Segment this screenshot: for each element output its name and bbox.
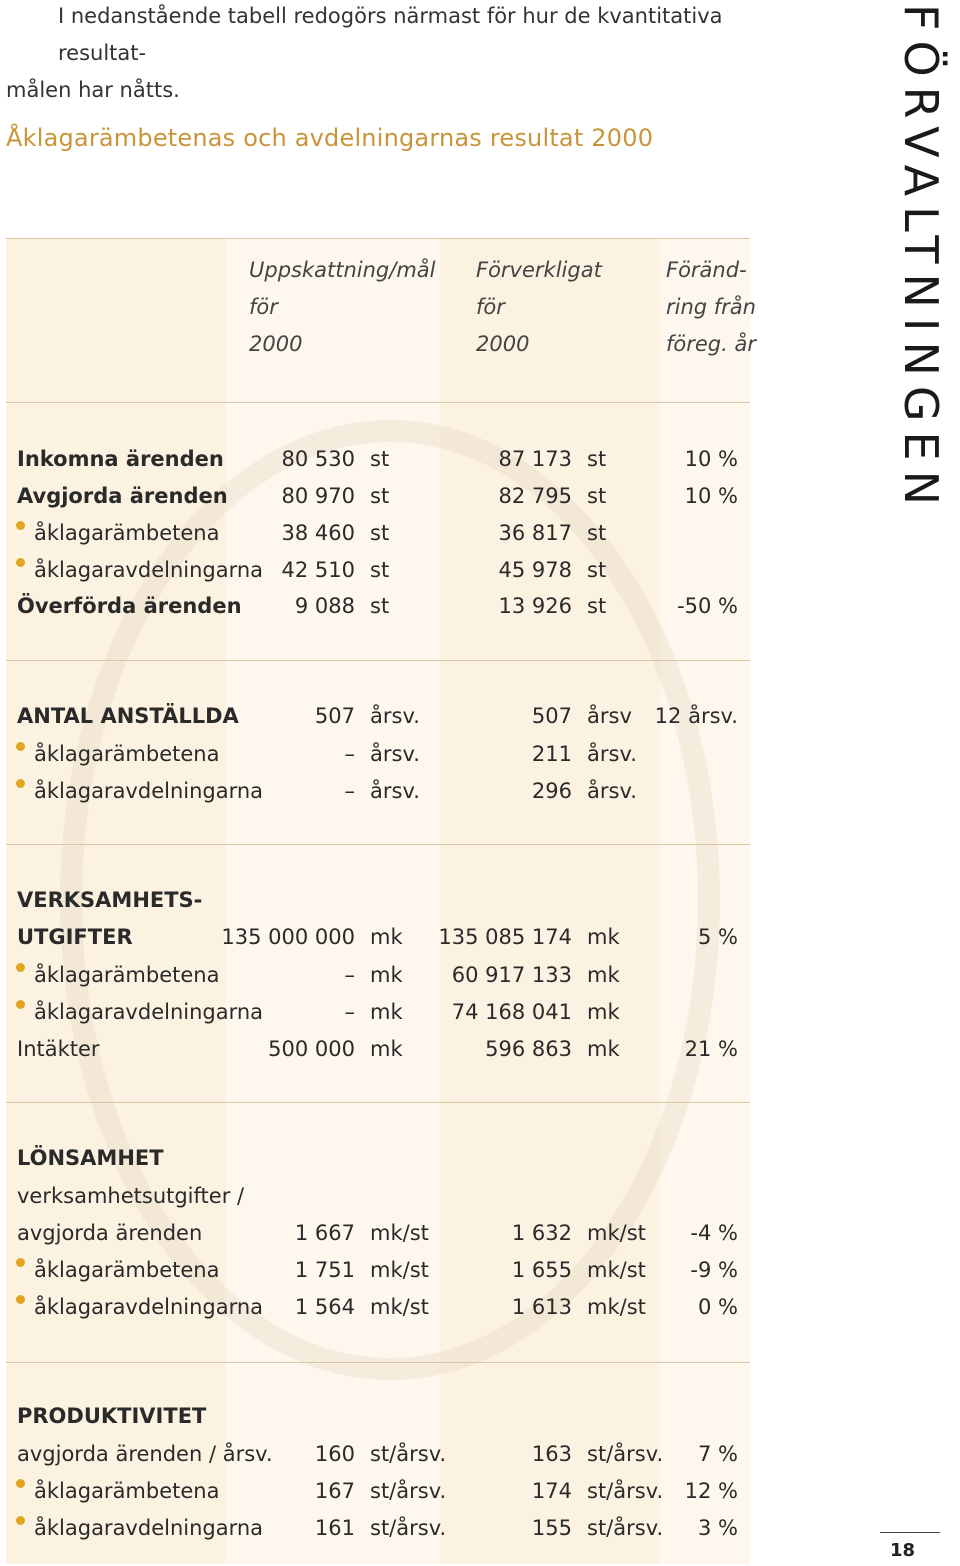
target-unit: mk [370,1000,403,1024]
bullet-icon [16,1258,25,1267]
row-label: åklagaravdelningarna [34,558,264,582]
row-label: åklagaravdelningarna [34,1295,264,1319]
change-value: -9 % [690,1258,738,1282]
bullet-icon [16,521,25,530]
actual-value: 45 978 [498,558,572,582]
actual-value: 1 632 [511,1221,572,1245]
change-value: 21 % [684,1037,738,1061]
actual-value: 163 [531,1442,572,1466]
actual-value: 13 926 [498,594,572,618]
table-row [0,919,760,956]
bullet-icon [16,963,25,972]
target-value: 1 751 [294,1258,355,1282]
row-label: avgjorda ärenden / årsv. [17,1442,273,1466]
table-row [0,994,760,1031]
change-value: 0 % [698,1295,738,1319]
row-label: verksamhetsutgifter / [17,1184,245,1208]
target-value: – [344,779,355,803]
table-row [0,1031,760,1068]
divider [6,844,750,845]
target-value: 1 667 [294,1221,355,1245]
row-label: VERKSAMHETS- [17,888,203,912]
target-value: 9 088 [294,594,355,618]
divider [6,1362,750,1363]
row-label: LÖNSAMHET [17,1146,164,1170]
row-label: åklagarämbetena [34,1479,220,1503]
target-value: – [344,1000,355,1024]
target-value: 167 [314,1479,355,1503]
table-row [0,588,760,625]
row-label: åklagaravdelningarna [34,1516,264,1540]
target-unit: st [370,521,390,545]
table-row [0,698,760,735]
actual-unit: st/årsv. [587,1442,664,1466]
bullet-icon [16,1516,25,1525]
change-value: -4 % [690,1221,738,1245]
table-row [0,478,760,515]
row-label: avgjorda ärenden [17,1221,203,1245]
change-value: 5 % [698,925,738,949]
actual-value: 507 [531,704,572,728]
intro-paragraph [6,0,766,109]
actual-value: 296 [531,779,572,803]
target-unit: årsv. [370,704,420,728]
row-label: åklagarämbetena [34,742,220,766]
bullet-icon [16,779,25,788]
bullet-icon [16,1000,25,1009]
target-unit: mk [370,1037,403,1061]
change-value: -50 % [677,594,738,618]
target-unit: årsv. [370,742,420,766]
actual-value: 211 [531,742,572,766]
actual-unit: st [587,558,607,582]
actual-unit: st/årsv. [587,1516,664,1540]
divider [6,402,750,403]
target-value: 42 510 [281,558,355,582]
target-value: – [344,742,355,766]
actual-value: 87 173 [498,447,572,471]
target-unit: st/årsv. [370,1479,447,1503]
table-row [0,1178,760,1215]
actual-unit: mk/st [587,1221,646,1245]
actual-value: 155 [531,1516,572,1540]
intro-line-2: målen har nåtts. [6,78,180,102]
table-row [0,882,760,919]
target-unit: mk/st [370,1258,429,1282]
row-label: Överförda ärenden [17,594,242,618]
row-label: ANTAL ANSTÄLLDA [17,704,239,728]
target-unit: mk [370,925,403,949]
change-value: 7 % [698,1442,738,1466]
divider [6,238,750,239]
actual-value: 596 863 [485,1037,572,1061]
target-unit: st/årsv. [370,1442,447,1466]
target-value: 500 000 [268,1037,355,1061]
table-row [0,441,760,478]
actual-unit: st/årsv. [587,1479,664,1503]
table-title: Åklagarämbetenas och avdelningarnas resultat 2000 [6,124,654,152]
table-row [0,515,760,552]
target-unit: mk [370,963,403,987]
table-row [0,1436,760,1473]
actual-unit: årsv. [587,779,637,803]
target-unit: mk/st [370,1221,429,1245]
bullet-icon [16,1479,25,1488]
actual-value: 74 168 041 [451,1000,572,1024]
target-value: 507 [314,704,355,728]
row-label: Avgjorda ärenden [17,484,228,508]
target-unit: st [370,484,390,508]
target-unit: st [370,447,390,471]
row-label: åklagarämbetena [34,1258,220,1282]
actual-value: 1 613 [511,1295,572,1319]
column-header-target: Uppskattning/mål för 2000 [249,258,436,356]
row-label: Intäkter [17,1037,100,1061]
row-label: åklagaravdelningarna [34,1000,264,1024]
bullet-icon [16,742,25,751]
change-value: 12 årsv. [654,704,738,728]
target-value: 160 [314,1442,355,1466]
row-label: UTGIFTER [17,925,133,949]
table-row [0,552,760,589]
table-row [0,1398,760,1435]
actual-unit: st [587,447,607,471]
row-label: åklagarämbetena [34,521,220,545]
target-unit: st [370,594,390,618]
target-unit: årsv. [370,779,420,803]
bullet-icon [16,558,25,567]
table-row [0,1473,760,1510]
table-row [0,773,760,810]
table-row [0,736,760,773]
table-row [0,957,760,994]
actual-value: 174 [531,1479,572,1503]
actual-unit: mk [587,1000,620,1024]
actual-unit: mk/st [587,1295,646,1319]
target-unit: st/årsv. [370,1516,447,1540]
page-number-rule [880,1532,940,1533]
target-value: – [344,963,355,987]
actual-value: 135 085 174 [438,925,572,949]
actual-value: 36 817 [498,521,572,545]
target-value: 80 970 [281,484,355,508]
column-header-actual: Förverkligat för 2000 [476,258,602,356]
target-unit: mk/st [370,1295,429,1319]
row-label: PRODUKTIVITET [17,1404,207,1428]
table-row [0,1140,760,1177]
page-number: 18 [890,1540,916,1561]
change-value: 10 % [684,484,738,508]
actual-unit: mk [587,925,620,949]
table-row [0,1510,760,1547]
actual-value: 60 917 133 [451,963,572,987]
actual-unit: årsv [587,704,632,728]
change-value: 3 % [698,1516,738,1540]
target-value: 161 [314,1516,355,1540]
row-label: åklagaravdelningarna [34,779,264,803]
actual-unit: st [587,484,607,508]
actual-value: 1 655 [511,1258,572,1282]
target-value: 38 460 [281,521,355,545]
section-side-title: FÖRVALTNINGEN [894,4,948,516]
table-row [0,1215,760,1252]
target-unit: st [370,558,390,582]
table-row [0,1252,760,1289]
target-value: 135 000 000 [221,925,355,949]
actual-value: 82 795 [498,484,572,508]
table-row [0,1289,760,1326]
target-value: 80 530 [281,447,355,471]
divider [6,1102,750,1103]
row-label: åklagarämbetena [34,963,220,987]
change-value: 12 % [684,1479,738,1503]
divider [6,660,750,661]
actual-unit: st [587,594,607,618]
actual-unit: årsv. [587,742,637,766]
actual-unit: mk [587,1037,620,1061]
row-label: Inkomna ärenden [17,447,224,471]
actual-unit: mk [587,963,620,987]
actual-unit: mk/st [587,1258,646,1282]
column-header-change: Föränd- ring från föreg. år [666,258,756,356]
bullet-icon [16,1295,25,1304]
intro-line-1: I nedanstående tabell redogörs närmast för hur de kvantitativa resultat- [58,4,723,65]
actual-unit: st [587,521,607,545]
change-value: 10 % [684,447,738,471]
target-value: 1 564 [294,1295,355,1319]
